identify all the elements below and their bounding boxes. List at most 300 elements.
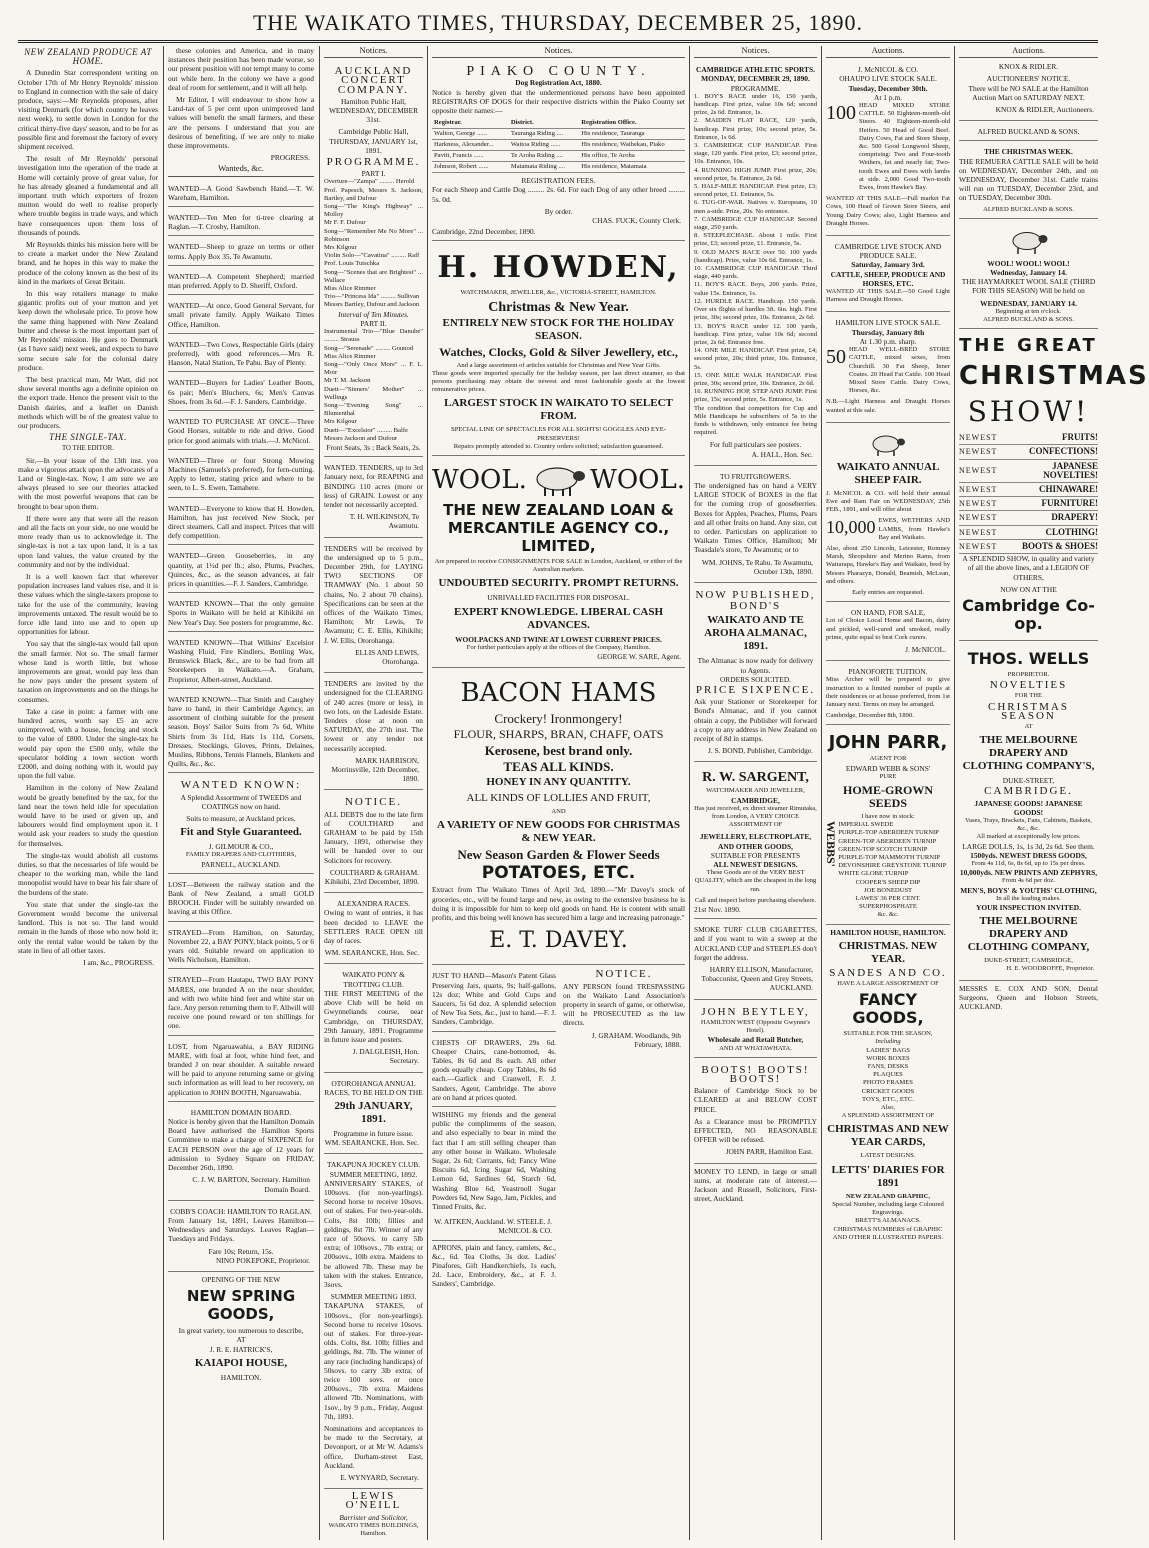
small-ads-row [432,968,685,1291]
ad-text: WISHING my friends and the general public the compliments of the season, and also especially to bear in mind the fact that I am still selling cheaper than any other house in Waikato. Wholesale Sugar, 2s 6d; Currants, 6d; Fancy Wine Biscuits 6d, Icing Sugar 6d, Washing Lemon 6d, Sardines 6d, Starch 6d, Washing Blue 6d, Yeastrnoll Sugar Powders 6d, New Sago, Jam, Pickles, and Tinned Fruits, &c. [432,1109,556,1211]
newest-row [959,445,1098,459]
ad-text: As a Clearance must be PROMPTLY EFFECTED, NO REASONABLE OFFER will be refused. [694,1116,817,1145]
signature: HARRY ELLISON, Manufacturer, Tobacconist, Queen and Grey Streets, AUCKLAND. [701,965,813,993]
ad-title: HAMILTON LIVE STOCK SALE. [835,318,941,328]
ad-text: BRETT'S ALMANACS. [855,1217,921,1225]
ad-text: LARGEST STOCK IN WAIKATO TO SELECT FROM. [444,397,673,423]
ad-text: A SPLENDID SHOW, in quality and variety of all the above lines, and a LEGION OF OTHERS, [962,554,1095,582]
butcher-ad [694,1003,817,1058]
ad-date: 21st Nov. 1890. [694,905,741,915]
table-cell: Tauranga Riding .... [509,129,579,140]
wanted-ad: WANTED KNOWN—That the only genuine Sports in Waikato will be held at Kihikihi on New Year's Day. See posters for programme, &c. [168,596,314,632]
ad-text: ORDERS SOLICITED. [719,674,792,684]
newest-label: NEWEST [959,499,998,509]
ad-text: Christmas & New Year. [488,299,629,315]
tenders-ad [324,676,423,790]
ad-text: Miss Archer will be prepared to give instruction to a limited number of pupils at their residences or at house preferred, from 1st January next. Terms on may be arranged. [826,676,950,708]
registrar-table [432,118,685,173]
article-paragraph: Mr Editor, I will endeavour to show how a Land-tax of 5 per cent upon unimproved land values will benefit the small farmers, and these are the persons I understand that you are desirous of benefiting, if we are only to make these improvements. [168,95,314,151]
cambridge-sale-ad [826,239,950,312]
ad-text: POTATOES, ETC. [481,863,636,884]
list-item: PURPLE-TOP ABERDEEN TURNIP [838,829,939,837]
ad-text: From 4s 11d, 6s, 8s 6d, up to 15s per dress. [971,859,1086,867]
small-ads-right [563,968,685,1291]
ad-text: TAKAPUNA STAKES, of 100sovs., (for non-yearlings). Second horse to receive 10sovs. out of stakes. For three-year-olds. Colts, 8st. 10lb; fillies and geldings, 8st. 7lb. The winner of any race (including handicaps) of 50sovs. to carry 3lb extra; of twice 100 sovs. or once 200sovs., 7lb extra. Maidens allowed 7lb. Nominations, with 1sov., by 9 p.m., Friday, August 7th, 1891. [324,1301,423,1421]
column-rule [427,46,428,1540]
list-item: CRICKET GOODS [861,1087,915,1095]
ad-heading: OPENING OF THE NEW [201,1274,281,1284]
ad-text: AND [551,808,566,816]
article-paragraph: If there were any that were all the reason and all the facts on your side, no one would be more ready than us to acknowledge it. The single-tax is not a tax upon land, it is a tax upon land values, the value created by the community and not by the individual. [18,513,158,569]
ad-text: SMOKE TURF CLUB CIGARETTES, and if you want to win a sweep at the AUCKLAND CUP and STEEPLES don't forget the address. [694,925,818,962]
list-item: Duett—"Excelsior" ......... Balfe [324,426,408,434]
ad-title: E. T. DAVEY. [489,928,628,954]
auctioneer: J. McNICOL & CO. [857,65,919,75]
ad-title: JOHN BEYTLEY, [701,1005,810,1018]
ad-text: Barrister and Solicitor, [339,1512,408,1522]
newest-row [959,431,1098,445]
list-item: 2. MAIDEN FLAT RACE, 120 yards, handicap. First prize, 10s; second prize, 5s. Entrance, 1s 6d. [694,117,817,141]
ad-text: FOR THE [1014,692,1043,700]
ad-title: HOME-GROWN SEEDS [843,783,933,810]
ad-text: JEWELLERY, ELECTROPLATE, AND OTHER GOODS, [699,832,812,851]
ad-date: 29th JANUARY, 1891. [334,1099,413,1125]
ad-text: UNRIVALLED FACILITIES FOR DISPOSAL. [487,593,630,603]
list-item: Miss Alice Rimmer [324,352,376,360]
ad-text: LARGE DOLLS, 1s, 1s 3d, 2s 6d. See them. [962,841,1095,851]
ad-text: HEAD WELL-BRED STORE CATTLE, mixed sexes, from Churchill. 30 Fat Sheep, Inner Coates. 20 Head Fat Cattle. 100 Head Mixed Store Cattle. Dairy Cows, Horses, &c. [849,346,950,395]
list-item: PLAQUES [873,1071,903,1079]
ad-text: WATCHMAKER, JEWELLER, &c., VICTORIA-STREET, HAMILTON. [460,289,657,297]
list-item: PHOTO FRAMES [863,1079,913,1087]
list-item: Mrs Kilgour [324,244,357,252]
ad-text: Special Number, including large Coloured Engravings. [832,1200,944,1217]
newest-item: CONFECTIONS! [1028,446,1098,457]
newest-item: DRAPERY! [1051,512,1098,523]
ad-text: THE HAYMARKET WOOL SALE (THIRD FOR THIS SEASON) Will be held on [961,277,1096,296]
event-list [694,93,817,405]
signature: W. AITKEN, Auckland. W. STEELE. J. McNICOL & CO. [432,1214,552,1240]
list-item: GREEN-TOP ABERDEEN TURNIP [838,837,937,845]
ad-heading: OTOROHANGA ANNUAL RACES, TO BE HELD ON THE [324,1078,423,1097]
ad-text: ALL KINDS OF LOLLIES AND FRUIT, [466,792,651,805]
article-paragraph: You say that the single-tax would fall upon the small farmer. Not so. The small farmer whose land is worth little, but whose improvements are great, would pay less than he now pays under the present system of taxation on improvements and on the things he consumes. [18,639,158,704]
ad-text: Beginning at ten o'clock. [995,307,1062,315]
strayed-ad: STRAYED—From Hamilton, on Saturday, November 22, a BAY PONY, black points, 5 or 6 years old. Suitable reward on application to Wells Nicholson, Hamilton. [168,925,314,970]
list-item: 12. HURDLE RACE. Handicap. 150 yards. Over six flights of hurdles 3ft. 6in. high. First prize, 30s; second prize, 10s. Entrance, 2s 6d. [694,297,817,322]
ad-text: EXPERT KNOWLEDGE. LIBERAL CASH ADVANCES. [453,605,664,631]
signature: T. H. WILKINSON, Te Awamutu. [349,512,419,531]
ad-title: WAIKATO ANNUAL SHEEP FAIR. [836,460,940,486]
lot-count: 10,000 [826,517,876,538]
ad-text: DUKE-STREET, CAMBRIDGE, [984,957,1073,965]
ad-text: Call and inspect before purchasing elsewhere. [694,896,817,904]
ad-date: Cambridge, 22nd December, 1890. [432,227,536,237]
lot-row [826,517,950,545]
wanted-ad: WANTED—Three or four Strong Mowing Machines (Samuels's preferred), for fern-cutting. Apply to letter, stating price and where to be seen, to L. S. Ewen, Tamahere. [168,453,314,498]
newest-row [959,460,1098,483]
column-4 [432,46,685,1540]
ad-text: Notice is hereby given that the undermentioned persons have been appointed REGISTRARS OF DOGS for their respective districts within the Piako County set opposite their names:— [432,87,685,116]
ad-text: Are prepared to receive CONSIGNMENTS FOR SALE in London, Auckland, or either of the Australian markets. [434,558,683,574]
signature: C. J. W. BARTON, Secretary. Hamilton Domain Board. [192,1175,310,1194]
list-item: 1. BOY'S RACE under 16, 150 yards, handicap. First prize, value 10s 6d; second prize, 2s 6d. Entrance, 1s. [694,92,817,117]
interval-note: Interval of Ten Minutes. [338,309,409,319]
hamilton-sale-ad [826,315,950,422]
article-paragraph: In this way retailers manage to make gigantic profits out of your mutton and yet keep down the wholesale price. To prove how the same thing happened with New Zealand butter and cheese is the most important part of Mr Reynolds' mission. He goes to Denmark (as I have said) next week, and expects to have some secure sale for the colonial dairy produce. [18,289,158,372]
lost-ad: LOST, from Ngaruawahia, a BAY RIDING MARE, with foal at foot, white hind feet, and branded J on near shoulder. A suitable reward will be paid to anyone returning same or giving such information as will lead to her recovery, on application to JOHN BOOTH, Ngaruawahia. [168,1039,314,1102]
newest-row [959,511,1098,525]
ad-text: ALL DEBTS due to the late firm of COULTHARD and GRAHAM to be paid by 15th January, 1891, otherwise they will be handed over to our Solicitors for recovery. [324,809,423,865]
ad-text: Early entries are requested. [852,588,924,596]
ad-text: A Splendid Assortment of TWEEDS and COATINGS now on hand. [180,792,302,811]
ad-text: WATCHMAKER AND JEWELLER, [706,787,805,795]
lost-ad: LOST—Between the railway station and the Bank of New Zealand, a small GOLD BROOCH. Finder will be suitably rewarded on leaving at this Office. [168,877,314,922]
auctioneer: KNOX & RIDLER. [998,62,1059,72]
column-rule [163,46,164,1540]
ad-title: R. W. SARGENT, [702,770,809,786]
newest-item: CLOTHING! [1045,526,1098,537]
ad-text: NOVELTIES [989,679,1068,692]
list-item: FANS, DESKS [867,1063,909,1071]
ad-text: WANTED AT THIS SALE—50 Good Light Harness and Draught Horses. [826,288,950,304]
table-cell: Walton, George ...... [432,129,509,140]
list-item: Song—"Scenes that are Brightest" ... Wallace [324,268,423,284]
wool-ad [432,459,685,668]
newest-label: NEWEST [959,466,998,476]
list-item: IMPERIAL SWEDE [838,821,894,829]
list-item: 5. HALF-MILE HANDICAP. First prize, £3; second prize, £1. Entrance, 5s. [694,183,817,199]
ad-text: A SPLENDID ASSORTMENT OF [841,1112,935,1120]
programme-heading: PROGRAMME. [326,156,421,169]
wanted-ad: WANTED—Sheep to graze on terms or other terms. Apply Box 35, Te Awamutu. [168,239,314,265]
list-item: WHITE GLOBE TURNIP [838,870,909,878]
list-item: Song—"Only Once More" ... F. L. Moir [324,360,423,377]
signature: WM. JOHNS, Te Rahu. Te Awamutu, October 13th, 1890. [701,557,813,576]
column-5 [694,46,817,1540]
signature: JOHN PARR, Hamilton East. [725,1147,813,1157]
ad-text: Cambridge Public Hall, THURSDAY, JANUARY 1st, 1891. [329,127,418,155]
newest-row [959,526,1098,540]
list-item: Overture—"Zampa" ......... Herold [324,178,415,186]
column-3 [324,46,423,1540]
ad-text: TENDERS will be received by the undersigned up to 5 p.m., December 29th, for LAYING TWO SECTIONS OF TRAMWAY (No. 1 about 50 chains, No. 2 about 70 chains). Specifications can be seen at the offices of the Waikato Times, Hamilton; Mr Lewis, Te Awamutu; C. E. Ellis, Kihikihi; J. W. Ellis, Otorohanga. [324,543,423,645]
list-item: Song—"Serenade" ......... Gounod [324,344,414,352]
ad-title: BACON HAMS [460,678,657,709]
list-item: Song—"Evening Song" ... Blumenthal [324,401,423,418]
great-christmas-show-ad [959,332,1149,641]
ad-title: FANCY GOODS, [852,990,924,1028]
lot-count: 50 [826,346,846,369]
ad-text: HEAD MIXED STORE CATTLE. 50 Eighteen-month-old Steers. 40 Eighteen-month-old Heifers. 50 Head of Good Beef. Dairy Cows, Fat and Store Sheep, &c. 500 Good Longwool Sheep, comprising: Two and Four-tooth Wethers, fat and nearly fat; Two-tooth Ewes and Ewes with lambs at side. 2,000 Good Two-tooth Ewes, from Hawke's Bay. [859,102,950,192]
ad-text: WANTED AT THIS SALE—Full market Fat Cows, 100 Head of Grown Store Steers, and Young Dairy Cows; also, Light Harness and Draught Horses. [826,195,950,227]
trotting-club-ad [324,967,423,1072]
ad-subheading: SUMMER MEETING 1893. [330,1292,417,1302]
newest-list [959,431,1098,554]
ad-text: JOE BONEDUST [863,886,913,894]
ad-title: BOOTS! BOOTS! BOOTS! [701,1063,810,1085]
article-paragraph: It is a well known fact that wherever population increases land values rise, and it is these values which the single-taxers propose to take for the use of the community, leaving improvements untaxed. The result would be to force idle land into use and to open up opportunities for labour. [18,571,158,637]
wanted-ad: WANTED TO PURCHASE AT ONCE—Three Good Horses, suitable to ride and drive. Good price for good animals with trials.—J. McNicol. [168,414,314,450]
dog-registration-notice [432,62,685,241]
ad-heading: NOTICE. [595,968,653,981]
ad-date: MONDAY, DECEMBER 29, 1890. [701,74,810,84]
list-item: Violin Solo—"Cavatina" ......... Raff [324,252,420,260]
column-rule [689,46,690,1540]
ad-text: The undersigned has on hand a VERY LARGE STOCK of BOXES in the flat for the coming crop of gooseberries. Boxes for Apples, Peaches, Plums, Pears and all other fruits on hand. Any size, cut to order. Particulars on application to Waikato Times Office, Hamilton; Mr Teasdale's store, Te Awamutu; or to [694,480,817,555]
ad-text: Kerosene, best brand only. [484,743,633,759]
ad-text: Also, about 250 Lincoln, Leicester, Romney Marsh, Shropshire and Merino Rams, from Wairarapa, Hawke's Bay and Waikato, bred by Messrs Pharazyn, Donald, Beamish, McLean, and others. [826,544,950,585]
ad-text: Ask your Stationer or Storekeeper for Bond's Almanac, and if you cannot obtain a copy, the Publisher will forward a copy to any address in New Zealand on receipt of 8d in stamps. [694,697,817,744]
ad-text: HONEY IN ANY QUANTITY. [486,776,631,789]
ad-title: NEW SPRING GOODS, [186,1287,296,1324]
ad-text: ANY PERSON found TRESPASSING on the Waikato Land Association's property in search of game, or otherwise, will be PROSECUTED as the law directs. [563,981,685,1028]
wanted-ad: WANTED—Everyone to know that H. Howden, Hamilton, has just received New Stock, per direct steamers. Call and inspect. Prices that will defy competition. [168,501,314,546]
article-title: NEW ZEALAND PRODUCE AT HOME. [24,47,152,67]
list-item: Messrs Jackson and Dufour [324,434,398,442]
ad-text: CHESTS OF DRAWERS, 29s 6d. Cheaper Chairs, cane-bottomed, 4s. Tables, 8s 6d and 8s each. All other goods equally cheap. Copy Tables, 8s 6d each.—Garlick and Cranwell, F. J. Sanders, Agent, Cambridge. The above are on hand at prices quoted. [432,1035,556,1107]
signature: ELLIS AND LEWIS, Otorohanga. [355,647,419,666]
lot-row [826,102,950,195]
wanted-ad: WANTED—Two Cows, Respectable Girls (dairy preferred), with good references.—Mrs R. Hanson, Natal Station, Te Pahu. Bay of Plenty. [168,337,314,373]
ad-heading: TO FRUITGROWERS. [720,471,791,481]
cigarettes-ad [694,922,817,999]
wanted-ad: WANTED KNOWN—That Wilkins' Excelsior Washing Fluid, Fire Kindlers, Bottling Wax, Brunswick Black, &c., are to be had from all Storekeepers in Waikato.—A. Graham, Proprietor, Albert-street, Auckland. [168,635,314,689]
ad-title-word: THE [959,335,1008,357]
list-item: Mr T. M. Jackson [324,377,371,385]
ad-text: PARNELL, AUCKLAND. [201,859,281,869]
domain-board-notice [168,1105,314,1201]
list-item: TOYS, ETC., ETC. [862,1095,914,1103]
newest-label: NEWEST [959,541,998,551]
ad-text: Watches, Clocks, Gold & Silver Jewellery, etc., [439,344,678,359]
ad-title: PIANOFORTE TUITION. [848,667,928,677]
tenders-ad [324,541,423,674]
programme-list [324,328,423,443]
ad-text: ENTIRELY NEW STOCK FOR THE HOLIDAY SEASON. [442,316,675,342]
newest-item: JAPANESE NOVELTIES! [1043,460,1098,480]
signature: ALFRED BUCKLAND & SONS. [983,205,1074,213]
ad-text: Notice is hereby given that the Hamilton Domain Board have authorised the Hamilton Sports Committee to make a charge of SIXPENCE for EACH PERSON over the age of 12 years for admission to Sydney Square on FRIDAY, December 26th, 1890. [168,1117,314,1173]
webbs-label: WEBBS' [824,821,839,868]
piano-tuition-ad [826,664,950,725]
ad-text: &c. &c. [877,911,899,919]
table-cell: His residence, Matamata [579,162,685,173]
section-heading: Notices. [432,46,685,58]
ad-title: AUCKLAND CONCERT COMPANY. [334,65,413,96]
ad-subheading: Dog Registration Act, 1880. [515,78,602,88]
seed-list-row [826,821,950,878]
ad-text: FLOUR, SHARPS, BRAN, CHAFF, OATS [453,727,664,742]
signature: COULTHARD & GRAHAM. Kihikihi, 23rd December, 1890. [324,867,419,887]
section-heading: Auctions. [826,46,950,58]
ad-text: THE REMUERA CATTLE SALE will be held on WEDNESDAY, December 24th, and on WEDNESDAY, December 31st. Cattle trains will run on TUESDAY, December 23rd, and on TUESDAY, December 30th. [959,156,1098,203]
ad-text: FAMILY DRAPERS AND CLOTHIERS, [185,851,297,859]
ad-title: THE MELBOURNE DRAPERY AND CLOTHING COMPANY'S, [962,734,1095,773]
ad-text: Also, [880,1104,896,1112]
list-item: GREEN-TOP SCOTCH TURNIP [838,845,928,853]
lot-row [826,346,950,398]
table-cell: Matamata Riding .... [509,162,579,173]
ad-subheading: REGISTRATION FEES. [521,176,596,186]
list-item: Trio—"Princess Ida" ......... Sullivan [324,293,420,301]
ad-title: CHRISTMAS. NEW YEAR. [838,939,938,965]
section-heading: Notices. [324,46,423,58]
ad-text: J. R. E. HATRICK'S, [209,1344,273,1354]
newest-row [959,497,1098,511]
otorohanga-races-ad [324,1076,423,1155]
money-ad: MONEY TO LEND, in large or small sums, at moderate rate of interest.—Jackson and Russell, Solicitors, First-street, Auckland. [694,1166,817,1204]
ad-text: APRONS, plain and fancy, camlets, &c., &c., 6d. Tea Cloths, 3s doz. Ladies' Pinafores, Gift Handkerchiefs, 1s each, 2d. Lace, Embroidery, &c., at F. J. Sanders', Cambridge. [432,1242,556,1289]
list-item: Song—"Remember Me No More" ... Robinson [324,227,423,243]
seed-list [838,821,950,878]
ad-text: There will be NO SALE at the Hamilton Auction Mart on SATURDAY NEXT. [968,83,1089,102]
table-cell: His office, Te Aroha [579,151,685,162]
ad-text: Nominations and acceptances to be made to the Secretary, at Devonport, or at Mr W. Adams's office, Durham-street East, Auckland. [324,1424,423,1470]
list-item: 6. TUG-OF-WAR. Natives v. Europeans, 10 men a-side. Prize, 20s. No entrance. [694,199,817,215]
masthead: THE WAIKATO TIMES, THURSDAY, DECEMBER 25, 1890. [18,6,1098,43]
ad-text: HAVE A LARGE ASSORTMENT OF [837,980,939,988]
takapuna-ad [324,1157,423,1489]
athletic-sports-ad [694,62,817,466]
ad-text: AGENT FOR [869,755,907,763]
ad-text: Fit and Style Guaranteed. [180,826,302,839]
newest-row [959,540,1098,554]
list-item: Mr F. F. Dufour [324,219,366,227]
list-item: 9. OLD MAN'S RACE over 50. 100 yards (handicap). Prize, value 10s 6d. Entrance, 1s. [694,248,817,264]
ad-text: These goods were imported specially for the holiday season, per last direct steamer, so that persons purchasing may obtain the newest and most fashionable goods at the lowest remunerative prices. [432,369,685,394]
ad-text: These Goods are of the VERY BEST QUALITY, which are the cheapest in the long run. [694,869,817,893]
ad-text: NEW ZEALAND GRAPHIC, [846,1192,930,1200]
signature: CHAS. FUCK, County Clerk. [592,216,681,226]
ad-text: COOPER'S SHEEP DIP [855,878,921,886]
article-paragraph: these colonies and America, and in many instances their position has been made worse, so our present position will not tempt many to come out while here. In the colony we have a good deal of room for settlement, and it will all help. [168,46,314,92]
article-title: THE SINGLE-TAX. [49,432,127,443]
signature: WM. SEARANCKE, Hon. Sec. [324,948,419,958]
column-1 [18,46,158,1540]
part-heading: PART I. [361,169,386,179]
wanted-ad: WANTED—Buyers for Ladies' Leather Boots, 6s pair; Men's Bluchers, 6s; Men's Canvas Shoes, from 3s 6d.—F. J. Sanders, Cambridge. [168,375,314,411]
list-item: 15. ONE MILE WALK HANDICAP. First prize, 30s; second prize, 10s. Entrance, 2s 6d. [694,371,817,387]
table-header: Registrar. [432,118,509,129]
list-item: 8. STEEPLECHASE. About 1 mile. First prize, £3; second prize, £1. Entrance, 5s. [694,232,817,248]
letter-heading: TO THE EDITOR. [62,445,114,453]
column-7 [959,45,1149,1540]
list-item: 7. CAMBRIDGE CUP HANDICAP. Second stage, 250 yards. [694,215,817,232]
ad-text: SUITABLE FOR PRESENTS [710,850,801,860]
ad-text: New Season Garden & Flower Seeds [457,847,660,863]
ad-title: ON HAND, FOR SALE, [850,608,926,618]
ad-text: J. McNICOL & CO. will hold their annual Ewe and Ram Fair on WEDNESDAY, 25th FEB., 1891, and will offer about [826,489,950,514]
column-2 [168,46,314,1540]
ad-text: Hamilton Public Hall, WEDNESDAY, DECEMBER 31st. [328,96,419,125]
list-item: DEVONSHIRE GREYSTONE TURNIP [838,862,947,870]
list-item: Mrs Kilgour [324,418,357,426]
signature: GEORGE W. SARE, Agent. [597,652,681,662]
list-item: 14. ONE MILE HANDICAP. First prize, £4; second prize, 20s; third prize, 10s. Entrance, 5s. [694,347,817,371]
signature: WM. SEARANCKE, Hon. Sec. [324,1138,419,1148]
ad-title: CHRISTMAS AND NEW YEAR CARDS, [827,1123,949,1149]
ad-title-word: GREAT [1017,335,1098,357]
article-paragraph: The single-tax would abolish all customs duties, so that the necessaries of life would be cheaper to the working man, while the land monopolist would have to bear his fair share of the burdens of the state. [18,850,158,897]
signature: I am, &c., PROGRESS. [83,958,154,968]
newest-item: FRUITS! [1061,432,1098,443]
boots-ad [694,1061,817,1164]
table-cell: His residence, Waihekau, Piako [579,140,685,151]
christmas-week-ad [959,144,1098,218]
ad-text: In great variety, too numerous to describe, [178,1326,304,1336]
wanted-ad: WANTED—A Competent Shepherd; married man preferred. Apply to D. Sheriff, Oxford. [168,269,314,295]
solicitor-ad [324,1492,423,1538]
article-paragraph: The best practical man, Mr Watt, did not show several months ago a definite opinion on the export trade. Hence the present visit to the Danish dairies, and a leaflet on Danish methods which will be of the greatest value to our producers. [18,374,158,430]
table-cell: Johnson, Robert ...... [432,162,509,173]
signature: NINO POKEPOKE, Proprietor. [215,1255,310,1265]
ad-text: For full particulars see posters. [709,440,802,450]
wanted-ad: WANTED—Green Gooseberries, in any quantity, at 1½d per lb.; also, Plums, Peaches, Quinces, &c., as the season advances, at fair prices in quantities.—F. J. Sanders, Cambridge. [168,548,314,593]
ad-text: I have now in stock: [861,813,915,820]
ad-text: N.B.—Light Harness and Draught Horses wanted at this sale. [826,398,950,414]
ad-text: Balance of Cambridge Stock to be CLEARED at and BELOW COST PRICE. [694,1086,817,1114]
almanac-ad [694,586,817,762]
ad-text: THE FIRST MEETING of the above Club will be held on Gwynneliands course, near Cambridge, on THURSDAY, 29th January, 1891. Programme in future issue and posters. [324,988,423,1044]
ad-text: CAMBRIDGE. [984,785,1073,798]
ad-text: A VARIETY OF NEW GOODS FOR CHRISTMAS & NEW YEAR. [436,819,681,845]
ad-title: HAMILTON HOUSE, HAMILTON. [830,927,946,937]
ad-date: Wednesday, January 14. [990,268,1067,278]
ad-title: THE CHRISTMAS WEEK. [984,147,1073,157]
article-paragraph: Sir,—In your issue of the 13th inst. you make a vigorous attack upon the advocates of a Land or Single-tax. Now, I am sure we are always pleased to see our theories attacked with the most powerful weapons that can be brought to bear upon them. [18,455,158,511]
ad-text: HAMILTON WEST (Opposite Gwynne's Hotel). [700,1018,811,1035]
part-heading: PART II. [360,318,387,328]
ad-heading: NOW PUBLISHED, [695,588,816,601]
ad-text: Vases, Trays, Brackets, Fans, Cabinets, Baskets, &c., &c. [965,816,1092,833]
table-cell: Te Aroha Riding .... [509,151,579,162]
ad-text: CHRISTMAS NUMBERS of GRAPHIC AND OTHER ILLUSTRATED PAPERS. [832,1225,944,1241]
article-paragraph: A Dunedin Star correspondent writing on October 17th of Mr Henry Reynolds' mission to England in connection with the sale of dairy produce, says:—Mr Reynolds proposes, after visiting Denmark (for which country he leaves next week), to settle down in London for the critical thirty-five days' season, and to be for as possible first and foremost the factory of every shipment received. [18,68,158,152]
ad-text: WAIKATO TIMES BUILDINGS, Hamilton. [328,1521,419,1538]
coach-ad [168,1204,314,1272]
ad-heading: WAIKATO PONY & TROTTING CLUB. [342,970,405,989]
melbourne-drapery-ad [959,644,1098,981]
ad-text: The condition that competitors for Cup and Mile Handicaps be subscribers of 5s to the funds is withdrawn, only entrance fee being required. [694,404,817,437]
newest-row [959,483,1098,497]
ad-subheading: SUMMER MEETING, 1892. [329,1169,418,1179]
small-ads-left [432,968,556,1291]
ad-text: Repairs promptly attended to. Country orders solicited; satisfaction guaranteed. [453,442,664,450]
ad-text: From January 1st, 1891, Leaves Hamilton—Wednesdays and Saturdays. Leaves Raglan—Tuesdays and Fridays. [168,1215,314,1244]
signature: KNOX & RIDLER, Auctioneers. [995,105,1094,115]
ad-text: Owing to want of entries, it has been decided to LEAVE the SETTLERS RACE OPEN till day of races. [324,908,423,946]
ad-title: WOOL. [590,465,685,496]
ad-date: Thursday, January 8th [851,327,925,337]
ad-text: Programme in future issue. [333,1128,414,1138]
signature: MARK HARRISON, Morrinsville, 12th December, 1890. [331,755,419,784]
signature: H. E. WOODROFFE, Proprietor. [1006,965,1094,973]
ohaupo-sale-ad [826,62,950,236]
ad-title: CAMBRIDGE LIVE STOCK AND PRODUCE SALE. [834,242,942,261]
ad-text: PURE [879,772,897,780]
sheep-icon [1007,229,1051,255]
ad-text: CAMBRIDGE, [731,795,780,805]
section-heading: Wanteds, &c. [168,164,314,176]
ad-text: And a large assortment of articles suitable for Christmas and New Year Gifts. [456,361,661,369]
ad-text: LAWES' 36 PER CENT. SUPERPHOSPHATE [855,895,921,911]
ad-text: For further particulars apply at the offices of the Company, Hamilton. [466,643,651,651]
ad-text: 10,000yds. NEW PRINTS AND ZEPHYRS, [959,868,1098,878]
ad-text: Including [875,1038,901,1046]
signature: PROGRESS. [270,153,310,163]
newest-item: BOOTS & SHOES! [1021,540,1098,551]
